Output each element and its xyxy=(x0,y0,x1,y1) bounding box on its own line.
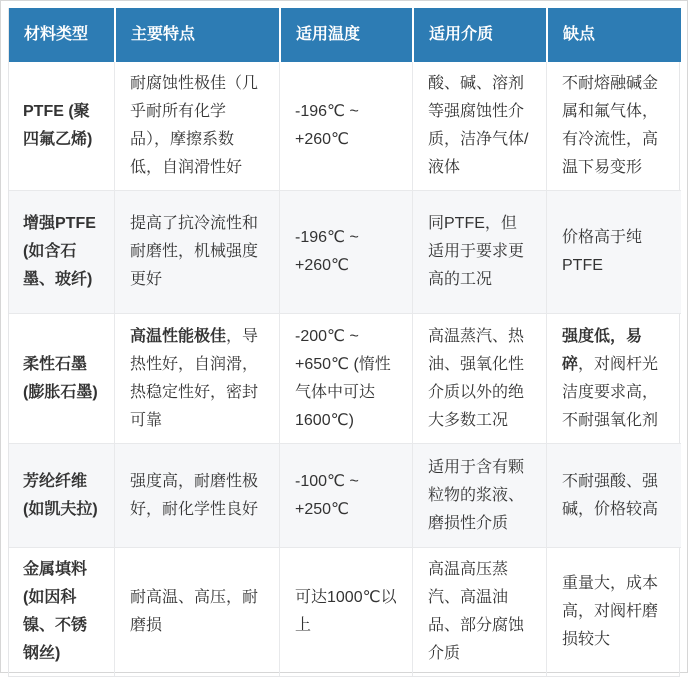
table-row-metal-packing xyxy=(9,547,681,676)
cell-media: 酸、碱、溶剂等强腐蚀性介质，洁净气体/液体 xyxy=(412,62,546,190)
cell-temperature: -196℃ ~ +260℃ xyxy=(279,190,412,313)
cell-media: 适用于含有颗粒物的浆液、磨损性介质 xyxy=(412,443,546,547)
col-header-material: 材料类型 xyxy=(9,8,114,62)
table-body xyxy=(9,62,681,676)
table-row-flexible-graphite xyxy=(9,313,681,443)
cell-drawbacks xyxy=(546,313,681,443)
cell-material: 金属填料 (如因科镍、不锈钢丝) xyxy=(9,547,114,676)
features-text: ，导热性好，自润滑，热稳定性好，密封可靠 xyxy=(130,327,259,429)
materials-table xyxy=(9,8,681,676)
table-row-reinforced-ptfe xyxy=(9,190,681,313)
cell-drawbacks xyxy=(546,190,681,313)
cell-media: 同PTFE，但适用于要求更高的工况 xyxy=(412,190,546,313)
col-header-features: 主要特点 xyxy=(114,8,279,62)
cell-material: 增强PTFE (如含石墨、玻纤) xyxy=(9,190,114,313)
cell-material: 芳纶纤维 (如凯夫拉) xyxy=(9,443,114,547)
cell-features xyxy=(114,190,279,313)
cell-temperature: 可达1000℃以上 xyxy=(279,547,412,676)
table-header xyxy=(9,8,681,62)
table-row-aramid-fiber xyxy=(9,443,681,547)
cell-temperature: -196℃ ~ +260℃ xyxy=(279,62,412,190)
cell-media: 高温高压蒸汽、高温油品、部分腐蚀介质 xyxy=(412,547,546,676)
features-bold-text: 高温性能极佳 xyxy=(130,327,227,345)
cell-drawbacks xyxy=(546,62,681,190)
cell-media: 高温蒸汽、热油、强氧化性介质以外的绝大多数工况 xyxy=(412,313,546,443)
table-row-ptfe xyxy=(9,62,681,190)
drawbacks-text: ，对阀杆光洁度要求高，不耐强氧化剂 xyxy=(562,355,659,429)
drawbacks-text: 价格高于纯PTFE xyxy=(562,229,643,274)
cell-drawbacks xyxy=(546,547,681,676)
materials-table-container xyxy=(8,8,680,677)
cell-features xyxy=(114,313,279,443)
col-header-temperature: 适用温度 xyxy=(279,8,412,62)
cell-features xyxy=(114,547,279,676)
features-text: 耐高温、高压，耐磨损 xyxy=(130,589,259,634)
cell-temperature: -100℃ ~ +250℃ xyxy=(279,443,412,547)
header-row xyxy=(9,8,681,62)
drawbacks-text: 不耐强酸、强碱，价格较高 xyxy=(562,472,659,518)
cell-drawbacks xyxy=(546,443,681,547)
cell-material: 柔性石墨 (膨胀石墨) xyxy=(9,313,114,443)
cell-material: PTFE (聚四氟乙烯) xyxy=(23,103,93,148)
col-header-media: 适用介质 xyxy=(412,8,546,62)
features-text: 强度高，耐磨性极好，耐化学性良好 xyxy=(130,472,259,518)
cell-temperature: -200℃ ~ +650℃ (惰性气体中可达1600℃) xyxy=(279,313,412,443)
features-text: 耐腐蚀性极佳（几乎耐所有化学品），摩擦系数低，自润滑性好 xyxy=(130,75,259,176)
drawbacks-bold-text: 强度低，易碎 xyxy=(562,327,643,373)
drawbacks-text: 重量大，成本高，对阀杆磨损较大 xyxy=(562,575,659,648)
cell-features xyxy=(114,62,279,190)
cell-features xyxy=(114,443,279,547)
col-header-drawbacks: 缺点 xyxy=(546,8,681,62)
features-text: 提高了抗冷流性和耐磨性，机械强度更好 xyxy=(130,215,259,288)
drawbacks-text: 不耐熔融碱金属和氟气体，有冷流性，高温下易变形 xyxy=(562,75,659,176)
